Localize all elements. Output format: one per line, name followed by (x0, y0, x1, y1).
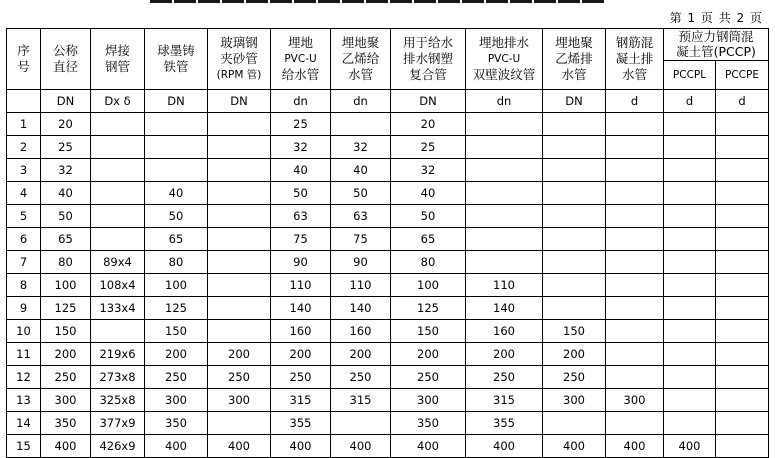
table-cell: 300 (543, 389, 606, 412)
table-cell: 150 (41, 320, 91, 343)
table-cell (606, 182, 664, 205)
table-cell: 65 (145, 228, 208, 251)
header-steel-plastic-pipe: 用于给水 排水钢塑 复合管 (391, 29, 466, 90)
table-cell (91, 205, 145, 228)
table-cell: 355 (271, 412, 331, 435)
table-cell (145, 159, 208, 182)
table-cell (466, 136, 543, 159)
table-cell (208, 182, 271, 205)
table-cell (543, 297, 606, 320)
table-cell: 400 (391, 435, 466, 458)
table-cell (716, 320, 769, 343)
units-row (7, 90, 769, 113)
table-cell: 65 (41, 228, 91, 251)
table-cell (716, 435, 769, 458)
table-cell: 90 (331, 251, 391, 274)
table-cell: 50 (391, 205, 466, 228)
table-cell: 20 (391, 113, 466, 136)
table-cell (466, 159, 543, 182)
table-row (7, 320, 769, 343)
table-cell: 125 (145, 297, 208, 320)
page-indicator: 第 1 页 共 2 页 (669, 11, 763, 25)
table-cell: 140 (331, 297, 391, 320)
table-cell (91, 228, 145, 251)
table-cell (543, 159, 606, 182)
table-cell (145, 136, 208, 159)
table-cell: 25 (391, 136, 466, 159)
table-cell: 32 (391, 159, 466, 182)
table-cell (466, 182, 543, 205)
table-row (7, 182, 769, 205)
table-cell: 125 (41, 297, 91, 320)
table-cell: 219x6 (91, 343, 145, 366)
table-cell (466, 205, 543, 228)
table-cell: 200 (208, 343, 271, 366)
table-cell: 110 (331, 274, 391, 297)
table-cell (606, 228, 664, 251)
table-cell: 350 (41, 412, 91, 435)
table-cell (331, 412, 391, 435)
table-cell: 400 (271, 435, 331, 458)
table-row (7, 389, 769, 412)
table-cell (606, 274, 664, 297)
row-index: 13 (7, 389, 41, 412)
table-cell (716, 159, 769, 182)
table-cell: 400 (543, 435, 606, 458)
table-cell: 50 (331, 182, 391, 205)
table-cell: 25 (41, 136, 91, 159)
row-index: 14 (7, 412, 41, 435)
table-cell (664, 320, 716, 343)
unit-cell: DN (543, 90, 606, 113)
table-cell: 400 (331, 435, 391, 458)
table-cell (606, 320, 664, 343)
table-cell: 140 (271, 297, 331, 320)
table-cell: 355 (466, 412, 543, 435)
table-cell (716, 366, 769, 389)
row-index: 9 (7, 297, 41, 320)
row-index: 15 (7, 435, 41, 458)
table-cell (716, 412, 769, 435)
table-cell: 140 (466, 297, 543, 320)
table-cell: 160 (466, 320, 543, 343)
table-cell: 40 (41, 182, 91, 205)
table-cell: 250 (208, 366, 271, 389)
table-cell (543, 274, 606, 297)
table-cell: 250 (331, 366, 391, 389)
table-cell: 40 (331, 159, 391, 182)
table-cell: 80 (41, 251, 91, 274)
header-ductile-iron-pipe: 球墨铸 铁管 (145, 29, 208, 90)
header-pvcu-drain-pipe: 埋地排水 PVC-U 双壁波纹管 (466, 29, 543, 90)
row-index: 3 (7, 159, 41, 182)
table-cell: 273x8 (91, 366, 145, 389)
table-row (7, 159, 769, 182)
table-cell (664, 343, 716, 366)
table-cell: 300 (606, 389, 664, 412)
table-cell (606, 251, 664, 274)
table-cell (543, 251, 606, 274)
table-cell: 200 (271, 343, 331, 366)
table-cell (716, 343, 769, 366)
table-cell: 400 (664, 435, 716, 458)
table-row (7, 297, 769, 320)
table-cell (543, 205, 606, 228)
unit-cell: d (606, 90, 664, 113)
table-cell: 108x4 (91, 274, 145, 297)
table-cell (543, 412, 606, 435)
table-cell (664, 113, 716, 136)
table-cell (208, 412, 271, 435)
table-cell: 300 (208, 389, 271, 412)
table-cell: 32 (41, 159, 91, 182)
table-cell: 160 (331, 320, 391, 343)
table-cell (466, 251, 543, 274)
row-index: 1 (7, 113, 41, 136)
table-cell: 400 (41, 435, 91, 458)
table-cell: 315 (271, 389, 331, 412)
table-row (7, 113, 769, 136)
table-cell: 150 (391, 320, 466, 343)
table-cell: 80 (391, 251, 466, 274)
table-cell: 110 (271, 274, 331, 297)
table-cell: 200 (331, 343, 391, 366)
row-index: 2 (7, 136, 41, 159)
table-cell: 133x4 (91, 297, 145, 320)
table-cell: 100 (391, 274, 466, 297)
table-cell: 300 (145, 389, 208, 412)
table-cell: 32 (271, 136, 331, 159)
table-cell: 75 (271, 228, 331, 251)
table-cell (606, 159, 664, 182)
table-cell: 325x8 (91, 389, 145, 412)
table-row (7, 274, 769, 297)
table-cell (664, 366, 716, 389)
table-cell (145, 113, 208, 136)
table-cell (606, 136, 664, 159)
unit-cell: DN (41, 90, 91, 113)
table-cell (664, 389, 716, 412)
pipe-spec-table (6, 28, 769, 458)
table-row (7, 205, 769, 228)
table-cell: 250 (543, 366, 606, 389)
table-cell: 75 (331, 228, 391, 251)
table-cell: 200 (41, 343, 91, 366)
table-cell (208, 136, 271, 159)
table-cell: 250 (391, 366, 466, 389)
table-cell (664, 297, 716, 320)
table-cell: 25 (271, 113, 331, 136)
table-cell: 400 (145, 435, 208, 458)
unit-cell: dn (466, 90, 543, 113)
table-cell (91, 182, 145, 205)
table-cell (606, 412, 664, 435)
table-cell: 250 (466, 366, 543, 389)
table-cell: 90 (271, 251, 331, 274)
table-cell (716, 228, 769, 251)
table-row (7, 435, 769, 458)
table-cell (208, 228, 271, 251)
header-nominal-diameter: 公称 直径 (41, 29, 91, 90)
table-cell: 50 (271, 182, 331, 205)
table-cell: 89x4 (91, 251, 145, 274)
table-row (7, 228, 769, 251)
unit-cell: DN (208, 90, 271, 113)
table-cell: 400 (606, 435, 664, 458)
table-cell (716, 389, 769, 412)
table-cell (466, 113, 543, 136)
table-cell (664, 136, 716, 159)
table-cell (543, 228, 606, 251)
table-cell: 200 (145, 343, 208, 366)
table-cell (716, 297, 769, 320)
table-cell (331, 113, 391, 136)
table-cell: 350 (391, 412, 466, 435)
unit-cell: dn (331, 90, 391, 113)
table-cell: 32 (331, 136, 391, 159)
table-cell: 250 (145, 366, 208, 389)
table-cell (664, 182, 716, 205)
table-cell: 377x9 (91, 412, 145, 435)
header-pe-supply-pipe: 埋地聚 乙烯给 水管 (331, 29, 391, 90)
table-cell: 80 (145, 251, 208, 274)
table-row (7, 343, 769, 366)
table-cell (208, 320, 271, 343)
table-cell: 65 (391, 228, 466, 251)
table-cell (91, 320, 145, 343)
unit-cell: DN (391, 90, 466, 113)
header-concrete-drain-pipe: 钢筋混 凝土排 水管 (606, 29, 664, 90)
table-cell: 250 (41, 366, 91, 389)
table-cell: 100 (145, 274, 208, 297)
table-cell (91, 113, 145, 136)
table-cell (716, 113, 769, 136)
table-cell (664, 228, 716, 251)
header-seq: 序 号 (7, 29, 41, 90)
table-cell (208, 297, 271, 320)
row-index: 7 (7, 251, 41, 274)
table-cell: 20 (41, 113, 91, 136)
table-cell (716, 251, 769, 274)
row-index: 10 (7, 320, 41, 343)
row-index: 6 (7, 228, 41, 251)
table-cell (91, 136, 145, 159)
table-cell (664, 159, 716, 182)
table-row (7, 251, 769, 274)
table-cell: 200 (466, 343, 543, 366)
table-cell: 63 (271, 205, 331, 228)
table-cell: 110 (466, 274, 543, 297)
table-cell (716, 182, 769, 205)
table-cell: 100 (41, 274, 91, 297)
row-index: 5 (7, 205, 41, 228)
table-cell (466, 228, 543, 251)
table-cell (664, 412, 716, 435)
table-cell (664, 205, 716, 228)
table-cell: 63 (331, 205, 391, 228)
table-cell: 250 (271, 366, 331, 389)
table-cell: 400 (208, 435, 271, 458)
row-index: 12 (7, 366, 41, 389)
table-cell (208, 274, 271, 297)
table-cell (716, 274, 769, 297)
table-row (7, 136, 769, 159)
table-cell: 350 (145, 412, 208, 435)
table-cell (208, 251, 271, 274)
table-row (7, 412, 769, 435)
cut-off-title (150, 0, 620, 3)
table-cell (208, 205, 271, 228)
header-pccp: 预应力钢筒混 凝土管(PCCP) (664, 29, 769, 61)
unit-cell: d (664, 90, 716, 113)
table-cell (606, 297, 664, 320)
table-cell (664, 274, 716, 297)
table-cell (208, 113, 271, 136)
table-cell: 40 (271, 159, 331, 182)
unit-cell-seq (7, 90, 41, 113)
header-rpm-pipe: 玻璃钢 夹砂管 (RPM 管) (208, 29, 271, 90)
table-cell: 40 (145, 182, 208, 205)
header-pccpe: PCCPE (716, 60, 769, 89)
row-index: 4 (7, 182, 41, 205)
row-index: 11 (7, 343, 41, 366)
table-cell: 300 (41, 389, 91, 412)
unit-cell: Dx δ (91, 90, 145, 113)
table-cell (606, 343, 664, 366)
table-row (7, 366, 769, 389)
header-welded-steel-pipe: 焊接 钢管 (91, 29, 145, 90)
table-cell: 200 (391, 343, 466, 366)
table-cell: 200 (543, 343, 606, 366)
table-cell: 300 (391, 389, 466, 412)
table-cell: 40 (391, 182, 466, 205)
unit-cell: dn (271, 90, 331, 113)
table-cell: 426x9 (91, 435, 145, 458)
table-cell (606, 366, 664, 389)
table-cell (606, 113, 664, 136)
table-cell: 315 (466, 389, 543, 412)
table-cell: 160 (271, 320, 331, 343)
table-cell: 400 (466, 435, 543, 458)
header-pccpl: PCCPL (664, 60, 716, 89)
table-cell (606, 205, 664, 228)
table-cell (543, 113, 606, 136)
table-cell (664, 251, 716, 274)
table-body (7, 90, 769, 458)
table-cell (716, 205, 769, 228)
unit-cell: d (716, 90, 769, 113)
table-cell: 150 (145, 320, 208, 343)
table-cell: 50 (145, 205, 208, 228)
row-index: 8 (7, 274, 41, 297)
table-cell: 125 (391, 297, 466, 320)
table-cell: 150 (543, 320, 606, 343)
header-pvcu-supply-pipe: 埋地 PVC-U 给水管 (271, 29, 331, 90)
table-cell (716, 136, 769, 159)
header-pe-drain-pipe: 埋地聚 乙烯排 水管 (543, 29, 606, 90)
unit-cell: DN (145, 90, 208, 113)
table-cell: 50 (41, 205, 91, 228)
table-cell: 315 (331, 389, 391, 412)
table-cell (91, 159, 145, 182)
table-cell (543, 182, 606, 205)
table-cell (208, 159, 271, 182)
table-cell (543, 136, 606, 159)
